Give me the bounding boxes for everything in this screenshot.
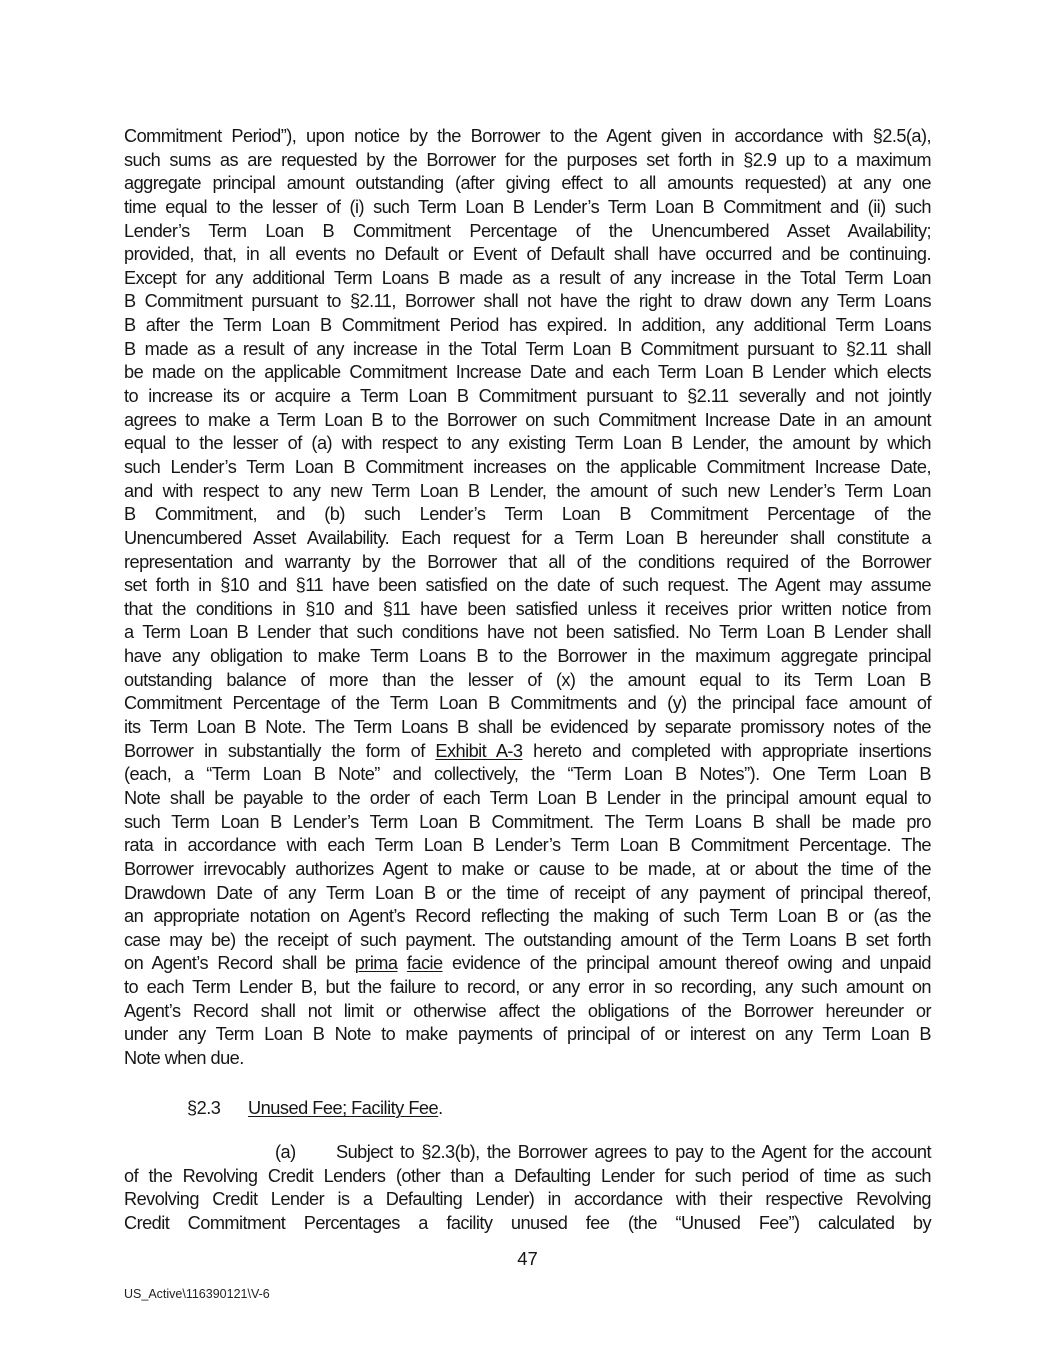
line-text: on Agent’s Record shall be <box>124 953 355 974</box>
paragraph-line: Note shall be payable to the order of each Term Loan B Lender in the principal amount equal to <box>124 787 931 808</box>
paragraph-line: have any obligation to make Term Loans B to the Borrower in the maximum aggregate principal <box>124 646 931 667</box>
paragraph-line: B made as a result of any increase in the Total Term Loan B Commitment pursuant to §2.11 shall <box>124 338 931 359</box>
term-loan-b-paragraph <box>124 125 931 1071</box>
paragraph-line: Agent’s Record shall not limit or otherwise affect the obligations of the Borrower hereunder or <box>124 1000 931 1021</box>
subsection-label: (a) <box>275 1142 296 1162</box>
paragraph-line: an appropriate notation on Agent’s Record reflecting the making of such Term Loan B or (as the <box>124 906 931 927</box>
paragraph-line: provided, that, in all events no Default or Event of Default shall have occurred and be continuing. <box>124 244 931 265</box>
paragraph-line: to each Term Lender B, but the failure to record, or any error in so recording, any such amount on <box>124 977 931 998</box>
paragraph-line: representation and warranty by the Borrower that all of the conditions required of the Borrower <box>124 551 931 572</box>
line-text: Borrower in substantially the form of <box>124 740 436 761</box>
paragraph-line: such Term Loan B Lender’s Term Loan B Commitment. The Term Loans B shall be made pro <box>124 811 931 832</box>
document-id-footer: US_Active\116390121\V-6 <box>124 1287 270 1301</box>
paragraph-line: B after the Term Loan B Commitment Period has expired. In addition, any additional Term Loans <box>124 315 931 336</box>
paragraph-line: that the conditions in §10 and §11 have been satisfied unless it receives prior written notice from <box>124 598 931 619</box>
paragraph-line <box>124 952 931 976</box>
paragraph-line <box>124 740 931 764</box>
paragraph-line: Note when due. <box>124 1047 244 1068</box>
line-text: hereto and completed with appropriate insertions <box>522 740 931 761</box>
exhibit-a-3-reference: Exhibit A-3 <box>435 740 523 761</box>
paragraph-line: such sums as are requested by the Borrower for the purposes set forth in §2.9 up to a maximum <box>124 149 931 170</box>
paragraph-line: B Commitment, and (b) such Lender’s Term Loan B Commitment Percentage of the <box>124 504 931 525</box>
paragraph-line: outstanding balance of more than the lesser of (x) the amount equal to its Term Loan B <box>124 669 931 690</box>
paragraph-line: agrees to make a Term Loan B to the Borrower on such Commitment Increase Date in an amount <box>124 409 931 430</box>
paragraph-line: Credit Commitment Percentages a facility unused fee (the “Unused Fee”) calculated by <box>124 1212 931 1233</box>
paragraph-line: under any Term Loan B Note to make payments of principal of or interest on any Term Loan B <box>124 1024 931 1045</box>
paragraph-line: set forth in §10 and §11 have been satisfied on the date of such request. The Agent may assume <box>124 575 931 596</box>
paragraph-line: and with respect to any new Term Loan B Lender, the amount of such new Lender’s Term Loan <box>124 480 931 501</box>
paragraph-line: Commitment Period”), upon notice by the Borrower to the Agent given in accordance with §2.5(a), <box>124 126 931 146</box>
paragraph-line: Lender’s Term Loan B Commitment Percentage of the Unencumbered Asset Availability; <box>124 220 931 241</box>
paragraph-line: be made on the applicable Commitment Increase Date and each Term Loan B Lender which elects <box>124 362 931 383</box>
paragraph-line <box>124 1141 931 1165</box>
paragraph-line: to increase its or acquire a Term Loan B Commitment pursuant to §2.11 severally and not jointly <box>124 386 931 407</box>
facie-term: facie <box>406 953 443 974</box>
paragraph-line: its Term Loan B Note. The Term Loans B shall be evidenced by separate promissory notes of the <box>124 717 931 738</box>
paragraph-line: aggregate principal amount outstanding (after giving effect to all amounts requested) at any one <box>124 173 931 194</box>
line-text: evidence of the principal amount thereof owing and unpaid <box>442 953 931 974</box>
section-title: Unused Fee; Facility Fee <box>248 1098 439 1118</box>
paragraph-line: Revolving Credit Lender is a Defaulting Lender) in accordance with their respective Revolving <box>124 1189 931 1210</box>
paragraph-line: Borrower irrevocably authorizes Agent to make or cause to be made, at or about the time of the <box>124 858 931 879</box>
paragraph-line: of the Revolving Credit Lenders (other than a Defaulting Lender for such period of time as such <box>124 1165 931 1186</box>
paragraph-line: Commitment Percentage of the Term Loan B Commitments and (y) the principal face amount of <box>124 693 931 714</box>
prima-term: prima <box>354 953 398 974</box>
page-number: 47 <box>517 1248 538 1269</box>
section-heading <box>187 1097 443 1121</box>
paragraph-line: Drawdown Date of any Term Loan B or the time of receipt of any payment of principal thereof, <box>124 882 931 903</box>
section-title-period: . <box>438 1098 443 1118</box>
section-number: §2.3 <box>187 1098 221 1118</box>
subsection-a-paragraph <box>124 1141 931 1236</box>
paragraph-line: such Lender’s Term Loan B Commitment increases on the applicable Commitment Increase Date, <box>124 456 931 477</box>
paragraph-line: case may be) the receipt of such payment. The outstanding amount of the Term Loans B set forth <box>124 929 931 950</box>
paragraph-line: (each, a “Term Loan B Note” and collectively, the “Term Loan B Notes”). One Term Loan B <box>124 764 931 785</box>
paragraph-line: B Commitment pursuant to §2.11, Borrower shall not have the right to draw down any Term Loans <box>124 291 931 312</box>
line-text: Subject to §2.3(b), the Borrower agrees to pay to the Agent for the account <box>336 1142 931 1162</box>
line-text <box>397 953 406 973</box>
paragraph-line: a Term Loan B Lender that such conditions have not been satisfied. No Term Loan B Lender shall <box>124 622 931 643</box>
paragraph-line: Unencumbered Asset Availability. Each request for a Term Loan B hereunder shall constitute a <box>124 527 931 548</box>
paragraph-line: time equal to the lesser of (i) such Term Loan B Lender’s Term Loan B Commitment and (ii) such <box>124 196 931 217</box>
paragraph-line: Except for any additional Term Loans B made as a result of any increase in the Total Term Loan <box>124 267 931 288</box>
paragraph-line: rata in accordance with each Term Loan B Lender’s Term Loan B Commitment Percentage. The <box>124 835 931 856</box>
paragraph-line: equal to the lesser of (a) with respect to any existing Term Loan B Lender, the amount by which <box>124 433 931 454</box>
